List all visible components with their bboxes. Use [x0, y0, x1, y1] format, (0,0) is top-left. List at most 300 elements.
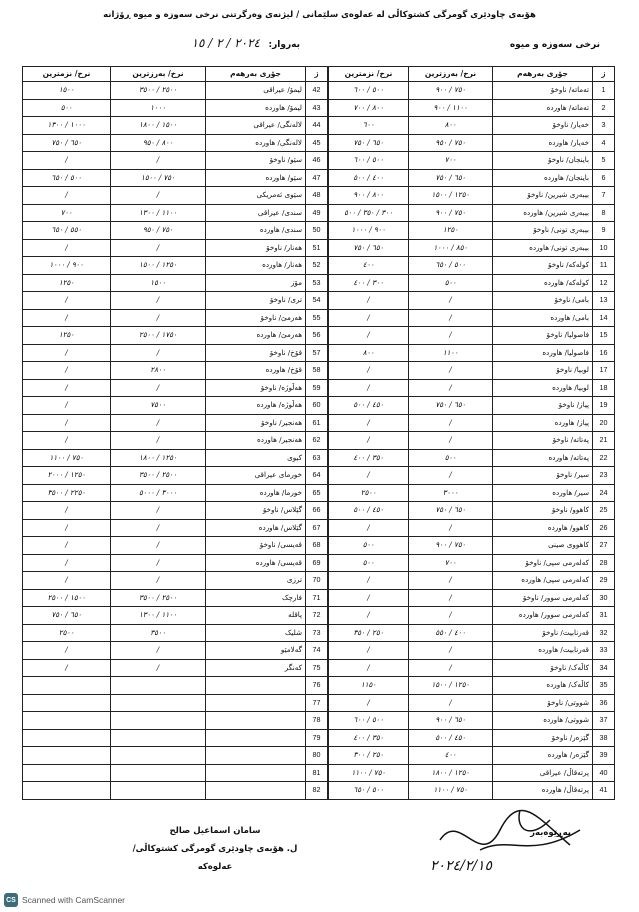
table-row — [329, 134, 615, 152]
table-row — [23, 117, 328, 135]
min-price — [23, 764, 111, 782]
max-price: ٦٥٠ / ٧٥٠ — [409, 169, 493, 187]
product-name: تەماتە/ هاوردە — [493, 99, 593, 117]
row-number: 18 — [593, 379, 615, 397]
col-header-min: نرخ/ نزمترین — [329, 67, 409, 82]
date-row — [40, 38, 600, 54]
row-number: 44 — [306, 117, 328, 135]
product-name: هەنار/ هاوردە — [206, 257, 306, 275]
row-number: 74 — [306, 642, 328, 660]
table-row — [23, 327, 328, 345]
row-number: 81 — [306, 764, 328, 782]
product-name: پرتەقاڵ/ عیراقی — [493, 764, 593, 782]
table-row — [23, 274, 328, 292]
max-price: ٧٥٠ / ٩٥٠ — [111, 222, 206, 240]
product-name: فارچک — [206, 589, 306, 607]
product-name: خورمای عیراقی — [206, 467, 306, 485]
min-price: / — [23, 239, 111, 257]
product-name: شووتی/ هاوردە — [493, 712, 593, 730]
product-name: گەلامێو — [206, 642, 306, 660]
product-name: کەلەرمی سپی/ ناوخۆ — [493, 554, 593, 572]
row-number: 24 — [593, 484, 615, 502]
max-price: ٨٥٠ / ١٠٠٠ — [409, 239, 493, 257]
table-row — [23, 694, 328, 712]
product-name: هەنار/ ناوخۆ — [206, 239, 306, 257]
row-number: 20 — [593, 414, 615, 432]
product-name: باینجان/ ناوخۆ — [493, 152, 593, 170]
min-price: ٢٥٠ / ٣٥٠ — [329, 624, 409, 642]
max-price: / — [409, 519, 493, 537]
product-name: لوبیا/ هاوردە — [493, 379, 593, 397]
official-title: ل. هۆبەی چاودێری گومرگی کشتوکاڵی/عەلوەکە — [132, 844, 298, 872]
min-price: / — [329, 659, 409, 677]
max-price: ٧٠٠ — [409, 554, 493, 572]
max-price: ١٠٠٠ — [111, 99, 206, 117]
row-number: 82 — [306, 782, 328, 800]
min-price: ٣٠٠ / ٣٥٠ / ٥٠٠ — [329, 204, 409, 222]
table-row — [329, 519, 615, 537]
table-row — [23, 99, 328, 117]
min-price: ٦٥٠ / ٧٥٠ — [329, 239, 409, 257]
max-price: ٦٥٠ / ٧٥٠ — [409, 502, 493, 520]
product-name: هەڵوژە/ هاوردە — [206, 397, 306, 415]
min-price: ٤٠٠ — [329, 257, 409, 275]
table-row — [23, 624, 328, 642]
min-price: / — [329, 694, 409, 712]
min-price: ٥٠٠ — [329, 554, 409, 572]
product-name: گێلاس/ هاوردە — [206, 519, 306, 537]
max-price: ١٥٠٠ / ١٨٠٠ — [111, 117, 206, 135]
product-name — [206, 782, 306, 800]
min-price: ٧٥٠ / ١١٠٠ — [329, 764, 409, 782]
table-row — [329, 362, 615, 380]
row-number: 17 — [593, 362, 615, 380]
product-name: سێو/ ناوخۆ — [206, 152, 306, 170]
max-price: ٢٥٠٠ / ٣٥٠٠ — [111, 82, 206, 100]
max-price: ٦٥٠ / ٩٠٠ — [409, 712, 493, 730]
table-row — [329, 82, 615, 100]
max-price — [111, 782, 206, 800]
table-row — [23, 134, 328, 152]
table-row — [329, 432, 615, 450]
table-row — [329, 344, 615, 362]
product-name: هەنجیر/ هاوردە — [206, 432, 306, 450]
max-price: ١٥٠٠ — [111, 274, 206, 292]
table-row — [329, 449, 615, 467]
product-name: سێو/ هاوردە — [206, 169, 306, 187]
max-price: / — [409, 572, 493, 590]
table-row — [23, 379, 328, 397]
table-row — [329, 484, 615, 502]
table-row — [329, 467, 615, 485]
min-price: / — [329, 572, 409, 590]
min-price: ٧٠٠ — [23, 204, 111, 222]
min-price: / — [23, 292, 111, 310]
min-price: / — [23, 572, 111, 590]
row-number: 52 — [306, 257, 328, 275]
min-price: ١٢٥٠ / ٢٠٠٠ — [23, 467, 111, 485]
max-price: / — [111, 414, 206, 432]
min-price: ٢٥٠ / ٣٠٠ — [329, 747, 409, 765]
date-label: بەروار: — [268, 40, 300, 50]
min-price: ١٢٥٠ — [23, 327, 111, 345]
max-price: ٢٥٠٠ / ٣٥٠٠ — [111, 467, 206, 485]
row-number: 42 — [306, 82, 328, 100]
row-number: 57 — [306, 344, 328, 362]
max-price: / — [111, 572, 206, 590]
min-price: ١١٥٠ — [329, 677, 409, 695]
table-row — [329, 677, 615, 695]
min-price: ٨٠٠ / ٧٠٠ — [329, 99, 409, 117]
product-name: قۆخ/ هاوردە — [206, 362, 306, 380]
max-price: ٨٠٠ / ٩٥٠ — [111, 134, 206, 152]
max-price: ٥٠٠ — [409, 274, 493, 292]
min-price: ٥٥٠ / ٦٥٠ — [23, 222, 111, 240]
table-row — [23, 589, 328, 607]
table-row — [23, 309, 328, 327]
min-price: / — [329, 379, 409, 397]
max-price: ١٢٥٠ / ١٨٠٠ — [409, 764, 493, 782]
max-price — [111, 677, 206, 695]
row-number: 9 — [593, 222, 615, 240]
max-price: ٤٥٠ / ٥٠٠ — [409, 729, 493, 747]
max-price: ٧٥٠ / ٩٠٠ — [409, 204, 493, 222]
col-header-no: ز — [306, 67, 328, 82]
max-price: / — [409, 432, 493, 450]
document-subtitle: نرخی سەوزە و میوە — [509, 40, 600, 50]
product-name: کاڵەک/ ناوخۆ — [493, 659, 593, 677]
product-name — [206, 764, 306, 782]
max-price: ٧٥٠ / ٩٠٠ — [409, 537, 493, 555]
max-price: / — [409, 607, 493, 625]
min-price: / — [23, 309, 111, 327]
row-number: 39 — [593, 747, 615, 765]
min-price: / — [329, 414, 409, 432]
table-row — [23, 152, 328, 170]
scanner-text: Scanned with CamScanner — [22, 895, 126, 905]
min-price: ٥٠٠ — [329, 537, 409, 555]
min-price: ٥٠٠ / ٦٠٠ — [329, 82, 409, 100]
table-row — [23, 432, 328, 450]
product-name: قۆخ/ ناوخۆ — [206, 344, 306, 362]
max-price: ٤٠٠ — [409, 747, 493, 765]
product-name: تری/ ناوخۆ — [206, 292, 306, 310]
row-number: 48 — [306, 187, 328, 205]
min-price: / — [329, 519, 409, 537]
max-price: / — [409, 327, 493, 345]
row-number: 11 — [593, 257, 615, 275]
min-price — [23, 747, 111, 765]
min-price: ٩٠٠ / ١٠٠٠ — [23, 257, 111, 275]
min-price: / — [23, 537, 111, 555]
row-number: 14 — [593, 309, 615, 327]
row-number: 40 — [593, 764, 615, 782]
product-name: قەیسی/ ناوخۆ — [206, 537, 306, 555]
min-price: / — [23, 642, 111, 660]
min-price — [23, 694, 111, 712]
table-row — [329, 414, 615, 432]
max-price: / — [409, 642, 493, 660]
row-number: 67 — [306, 519, 328, 537]
max-price: ١١٠٠ / ٩٠٠ — [409, 99, 493, 117]
row-number: 29 — [593, 572, 615, 590]
row-number: 15 — [593, 327, 615, 345]
row-number: 64 — [306, 467, 328, 485]
product-name: پیاز/ ناوخۆ — [493, 397, 593, 415]
min-price — [23, 677, 111, 695]
product-name: سیر/ هاوردە — [493, 484, 593, 502]
min-price: / — [329, 292, 409, 310]
row-number: 8 — [593, 204, 615, 222]
min-price: / — [329, 589, 409, 607]
table-row — [23, 397, 328, 415]
min-price: ٥٠٠ / ٦٠٠ — [329, 152, 409, 170]
min-price: ٥٠٠ / ٦٠٠ — [329, 712, 409, 730]
table-row — [23, 572, 328, 590]
table-row — [23, 747, 328, 765]
row-number: 21 — [593, 432, 615, 450]
row-number: 10 — [593, 239, 615, 257]
row-number: 50 — [306, 222, 328, 240]
product-name: کیوی — [206, 449, 306, 467]
product-name: سیر/ ناوخۆ — [493, 467, 593, 485]
row-number: 59 — [306, 379, 328, 397]
table-row — [23, 344, 328, 362]
max-price: ١٢٥٠ / ١٥٠٠ — [111, 257, 206, 275]
max-price: / — [111, 379, 206, 397]
min-price: ٨٠٠ — [329, 344, 409, 362]
max-price: / — [409, 467, 493, 485]
table-row — [329, 624, 615, 642]
official-name: سامان اسماعیل صالح — [169, 826, 261, 836]
min-price: / — [23, 397, 111, 415]
table-row — [23, 502, 328, 520]
max-price: / — [409, 659, 493, 677]
table-row — [329, 99, 615, 117]
product-name: بیبەری تونی/ هاوردە — [493, 239, 593, 257]
max-price: ١١٠٠ / ١٣٠٠ — [111, 204, 206, 222]
max-price: ٧٠٠ — [409, 152, 493, 170]
product-name: بامی/ هاوردە — [493, 309, 593, 327]
row-number: 38 — [593, 729, 615, 747]
max-price: ٥٠٠ — [409, 449, 493, 467]
min-price: ٤٠٠ / ٥٠٠ — [329, 169, 409, 187]
row-number: 34 — [593, 659, 615, 677]
product-name: کاهووی صینی — [493, 537, 593, 555]
table-row — [329, 747, 615, 765]
product-name: ترزی — [206, 572, 306, 590]
max-price: ٧٥٠ / ١١٠٠ — [409, 782, 493, 800]
col-header-type: جۆری بەرهەم — [206, 67, 306, 82]
product-name: بیبەری شیرین/ هاوردە — [493, 204, 593, 222]
row-number: 36 — [593, 694, 615, 712]
official-signature-block — [130, 822, 300, 876]
product-name: فاصولیا/ هاوردە — [493, 344, 593, 362]
max-price: ٤٠٠ / ٥٥٠ — [409, 624, 493, 642]
table-row — [329, 502, 615, 520]
row-number: 35 — [593, 677, 615, 695]
min-price: ٦٥٠ / ٧٥٠ — [329, 134, 409, 152]
table-row — [23, 257, 328, 275]
row-number: 58 — [306, 362, 328, 380]
max-price: ٧٥٠٠ — [111, 397, 206, 415]
min-price: ٣٥٠ / ٤٠٠ — [329, 449, 409, 467]
row-number: 77 — [306, 694, 328, 712]
table-row — [23, 222, 328, 240]
product-name: کەنگر — [206, 659, 306, 677]
max-price — [111, 729, 206, 747]
min-price: / — [23, 414, 111, 432]
max-price: ٦٥٠ / ٧٥٠ — [409, 397, 493, 415]
camscanner-icon: CS — [4, 893, 18, 907]
product-name: شلیک — [206, 624, 306, 642]
min-price: ٥٠٠ / ٦٥٠ — [329, 782, 409, 800]
product-name: گێزەر/ ناوخۆ — [493, 729, 593, 747]
product-name: بامی/ ناوخۆ — [493, 292, 593, 310]
row-number: 69 — [306, 554, 328, 572]
max-price: / — [409, 292, 493, 310]
min-price: / — [23, 519, 111, 537]
row-number: 41 — [593, 782, 615, 800]
product-name: قەرنابیت/ ناوخۆ — [493, 624, 593, 642]
min-price: / — [23, 344, 111, 362]
max-price: / — [111, 537, 206, 555]
min-price: / — [23, 362, 111, 380]
min-price: / — [23, 187, 111, 205]
signature-date: ٢٠٢٤/٢/١٥ — [430, 858, 493, 874]
col-header-type: جۆری بەرهەم — [493, 67, 593, 82]
row-number: 76 — [306, 677, 328, 695]
max-price: / — [409, 379, 493, 397]
max-price: ٢٥٠٠ / ٣٥٠٠ — [111, 589, 206, 607]
row-number: 71 — [306, 589, 328, 607]
min-price: / — [329, 642, 409, 660]
product-name: بیبەری تونی/ ناوخۆ — [493, 222, 593, 240]
table-row — [23, 712, 328, 730]
row-number: 56 — [306, 327, 328, 345]
table-row — [329, 589, 615, 607]
table-row — [329, 607, 615, 625]
max-price: ١١٠٠ — [409, 344, 493, 362]
table-row — [23, 169, 328, 187]
min-price: / — [23, 659, 111, 677]
table-row — [329, 764, 615, 782]
max-price: ١٢٥٠ / ١٥٠٠ — [409, 187, 493, 205]
table-row — [329, 292, 615, 310]
max-price: ١١٠٠ / ١٣٠٠ — [111, 607, 206, 625]
row-number: 70 — [306, 572, 328, 590]
product-name: کەلەرمی سپی/ هاوردە — [493, 572, 593, 590]
row-number: 31 — [593, 607, 615, 625]
min-price: / — [23, 502, 111, 520]
document-title: هۆبەی چاودێری گومرگی کشتوکاڵی لە عەلوەی سلێمانی / لیژنەی وەرگرتنی نرخی سەوزە و میوە ڕۆژانە — [103, 10, 536, 20]
min-price: ٣٥٠ / ٤٠٠ — [329, 729, 409, 747]
col-header-min: نرخ/ نزمترین — [23, 67, 111, 82]
product-name: کەلەرمی سوور/ هاوردە — [493, 607, 593, 625]
max-price: ٢٨٠٠ — [111, 362, 206, 380]
table-row — [23, 677, 328, 695]
min-price — [23, 729, 111, 747]
product-name: سندی/ هاوردە — [206, 222, 306, 240]
table-row — [23, 82, 328, 100]
row-number: 65 — [306, 484, 328, 502]
min-price: / — [329, 309, 409, 327]
max-price: ٥٠٠ / ٦٥٠ — [409, 257, 493, 275]
product-name: لالەنگی/ هاوردە — [206, 134, 306, 152]
product-name: پیاز/ هاوردە — [493, 414, 593, 432]
table-row — [23, 519, 328, 537]
min-price: / — [329, 467, 409, 485]
table-row — [329, 642, 615, 660]
table-row — [329, 537, 615, 555]
table-row — [23, 362, 328, 380]
table-row — [329, 694, 615, 712]
row-number: 32 — [593, 624, 615, 642]
min-price: ١٠٠٠ / ١٣٠٠ — [23, 117, 111, 135]
signature-label: بەڕێوەبەر — [530, 828, 571, 838]
row-number: 49 — [306, 204, 328, 222]
product-name: پەتاتە/ هاوردە — [493, 449, 593, 467]
table-row — [23, 659, 328, 677]
row-number: 13 — [593, 292, 615, 310]
row-number: 30 — [593, 589, 615, 607]
min-price: ٦٥٠ / ٧٥٠ — [23, 607, 111, 625]
table-row — [23, 292, 328, 310]
max-price: ١٧٥٠ / ٢٥٠٠ — [111, 327, 206, 345]
col-header-max: نرخ/ بەرزترین — [409, 67, 493, 82]
product-name: کاهوو/ هاوردە — [493, 519, 593, 537]
min-price: ٦٥٠ / ٧٥٠ — [23, 134, 111, 152]
product-name: خەیار/ هاوردە — [493, 134, 593, 152]
min-price: ١٥٠٠ — [23, 82, 111, 100]
product-name: کەلەرمی سوور/ ناوخۆ — [493, 589, 593, 607]
max-price: ٣٥٠٠ — [111, 624, 206, 642]
product-name: خورما/ هاوردە — [206, 484, 306, 502]
min-price: ١٢٥٠ — [23, 274, 111, 292]
min-price: ٢٢٥٠ / ٣٥٠٠ — [23, 484, 111, 502]
max-price — [111, 712, 206, 730]
row-number: 4 — [593, 134, 615, 152]
max-price — [111, 747, 206, 765]
product-name: هەرمێ/ ناوخۆ — [206, 309, 306, 327]
row-number: 68 — [306, 537, 328, 555]
product-name: سندی/ عیراقی — [206, 204, 306, 222]
table-row — [23, 764, 328, 782]
table-row — [23, 239, 328, 257]
table-row — [23, 484, 328, 502]
product-name: خەیار/ ناوخۆ — [493, 117, 593, 135]
row-number: 12 — [593, 274, 615, 292]
product-name: کاڵەک/ هاوردە — [493, 677, 593, 695]
min-price: / — [23, 432, 111, 450]
row-number: 46 — [306, 152, 328, 170]
min-price: ٥٠٠ — [23, 99, 111, 117]
row-number: 63 — [306, 449, 328, 467]
max-price: / — [111, 519, 206, 537]
max-price: / — [111, 239, 206, 257]
table-row — [329, 397, 615, 415]
row-number: 1 — [593, 82, 615, 100]
product-name — [206, 677, 306, 695]
product-name: لیمۆ/ هاوردە — [206, 99, 306, 117]
max-price: / — [111, 554, 206, 572]
row-number: 28 — [593, 554, 615, 572]
min-price: ٨٠٠ / ٩٠٠ — [329, 187, 409, 205]
max-price: / — [409, 694, 493, 712]
table-row — [23, 729, 328, 747]
max-price: / — [111, 659, 206, 677]
max-price: / — [409, 414, 493, 432]
